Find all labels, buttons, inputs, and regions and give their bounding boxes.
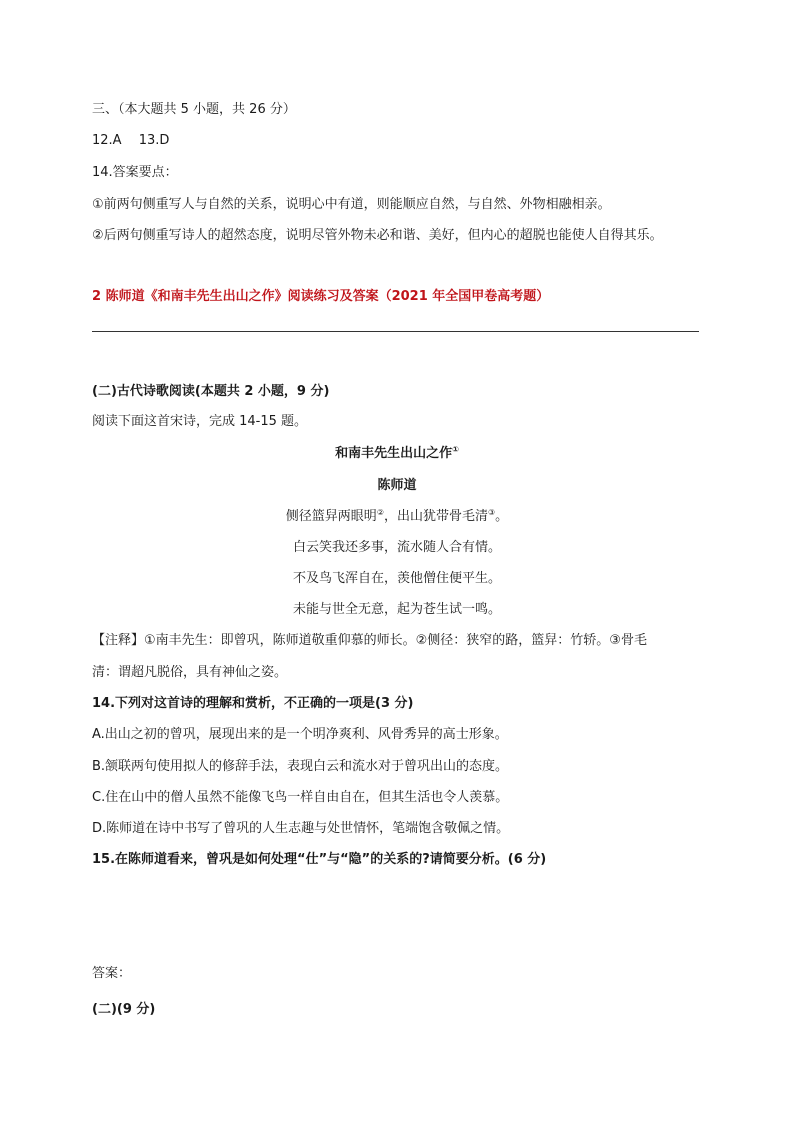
poem-line-1-b: ，出山犹带骨毛清 [383, 509, 488, 524]
q14-answer-label: 14.答案要点： [92, 165, 178, 180]
footnote-marker: ③ [488, 508, 496, 517]
notes-line-2: 清：谓超凡脱俗，具有神仙之姿。 [92, 665, 288, 680]
poem-title [0, 445, 794, 463]
poem-line-1-a: 侧径篮舁两眼明 [285, 509, 377, 524]
q14-option-a: A.出山之初的曾巩，展现出来的是一个明净爽利、风骨秀异的高士形象。 [92, 727, 508, 742]
notes-line-1: 【注释】①南丰先生：即曾巩，陈师道敬重仰慕的师长。②侧径：狭窄的路，篮舁：竹轿。③骨毛 [92, 633, 647, 648]
q15-stem: 15.在陈师道看来，曾巩是如何处理“仕”与“隐”的关系的?请简要分析。(6 分) [92, 852, 547, 867]
poem-line-1-c: 。 [495, 509, 509, 524]
footnote-marker: ② [376, 508, 384, 517]
q14-option-d: D.陈师道在诗中书写了曾巩的人生志趣与处世情怀，笔端饱含敬佩之情。 [92, 821, 510, 836]
poem-title-text: 和南丰先生出山之作 [335, 446, 453, 461]
poem-line-3: 不及鸟飞浑自在，羡他僧住便平生。 [292, 571, 501, 586]
q14-option-b: B.颔联两句使用拟人的修辞手法，表现白云和流水对于曾巩出山的态度。 [92, 759, 509, 774]
section-heading: (二)古代诗歌阅读(本题共 2 小题，9 分) [92, 384, 330, 399]
article-title[interactable]: 2 陈师道《和南丰先生出山之作》阅读练习及答案（2021 年全国甲卷高考题） [92, 289, 550, 304]
prev-section-heading: 三、（本大题共 5 小题，共 26 分） [92, 102, 296, 117]
footnote-marker: ① [452, 445, 459, 454]
poem-line-2: 白云笑我还多事，流水随人合有情。 [292, 540, 501, 555]
answer-section: (二)(9 分) [92, 1002, 156, 1017]
q14-stem: 14.下列对这首诗的理解和赏析，不正确的一项是(3 分) [92, 696, 414, 711]
poem-author: 陈师道 [377, 478, 417, 493]
q14-option-c: C.住在山中的僧人虽然不能像飞鸟一样自由自在，但其生活也令人羡慕。 [92, 790, 509, 805]
poem-line-1 [0, 508, 794, 526]
answer-label: 答案： [92, 966, 132, 981]
answers-12-13: 12.A 13.D [92, 133, 170, 148]
divider [92, 331, 699, 332]
q14-answer-point-1: ①前两句侧重写人与自然的关系，说明心中有道，则能顺应自然，与自然、外物相融相亲。 [92, 197, 611, 212]
q14-answer-point-2: ②后两句侧重写诗人的超然态度，说明尽管外物未必和谐、美好，但内心的超脱也能使人自得其乐。 [92, 228, 663, 243]
instruction: 阅读下面这首宋诗，完成 14-15 题。 [92, 414, 308, 429]
poem-line-4: 未能与世全无意，起为苍生试一鸣。 [292, 602, 501, 617]
